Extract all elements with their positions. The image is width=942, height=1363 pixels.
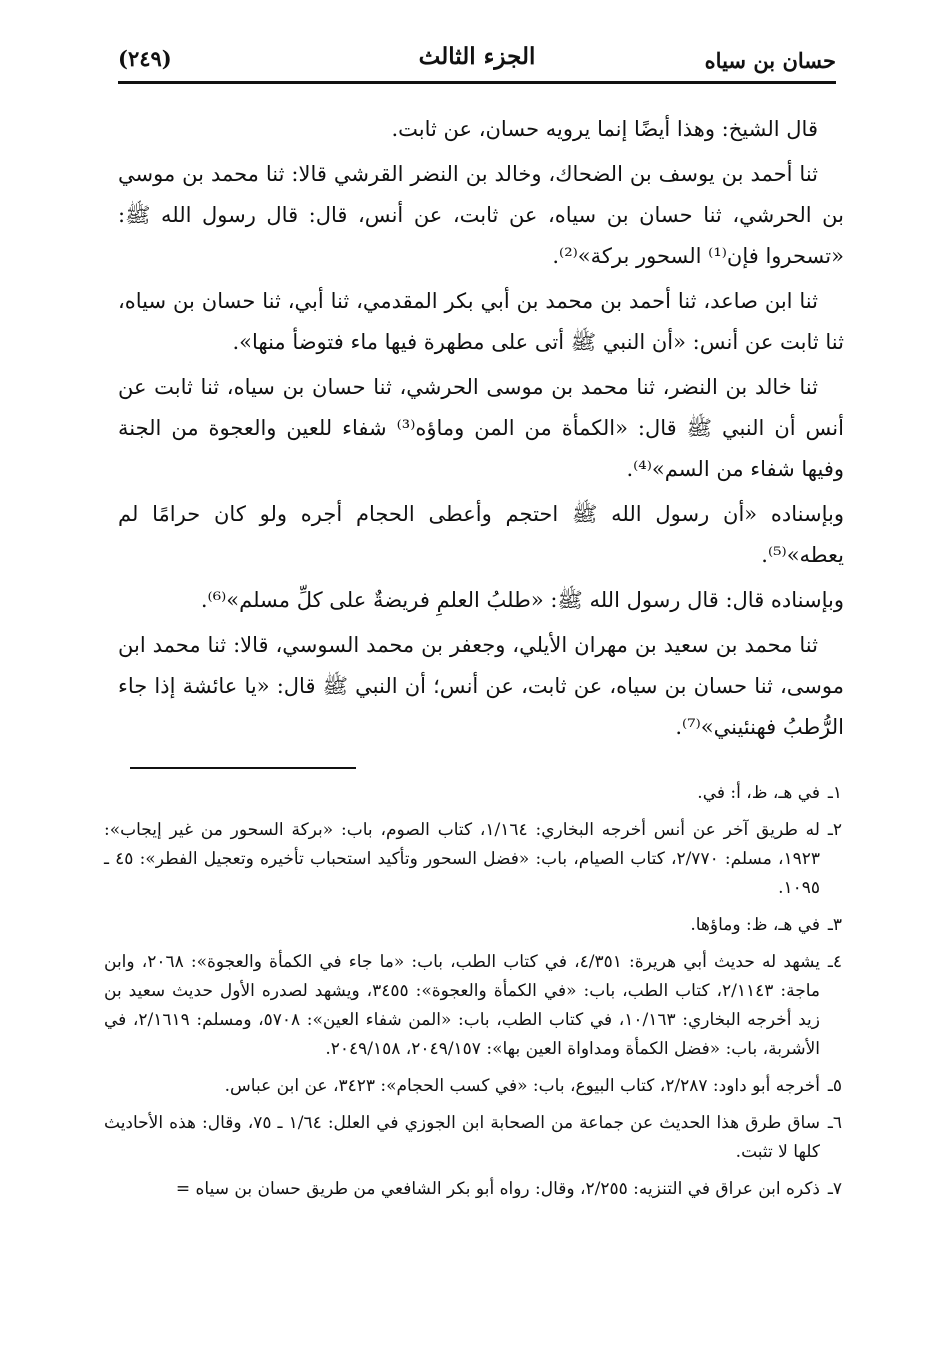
footnote-text: في هـ، ظ، أ: في. <box>697 783 820 803</box>
footnote-number: ١ـ <box>827 783 842 803</box>
footnote-number: ٧ـ <box>827 1179 842 1199</box>
footnote-number: ٣ـ <box>827 915 842 935</box>
footnote-text: يشهد له حديث أبي هريرة: ٤/٣٥١، في كتاب الطب، باب: «ما جاء في الكمأة والعجوة»: ٢٠٦٨، وابن ماجة: ٢/١١٤٣، كتاب الطب، باب: «في الكمأة والعجوة»: ٣٤٥٥، ويشهد لصدره الأول حديث سعيد بن زيد أخرجه البخاري: ١٠/١٦٣، في كتاب الطب، باب: «المن شفاء العين»: ٥٧٠٨، ومسلم: ٢/١٦١٩، في الأشربة، باب: «فضل الكمأة ومداواة العين بها»: ٢٠٤٩/١٥٧، ٢٠٤٩/١٥٨. <box>104 952 821 1059</box>
paragraph: وبإسناده «أن رسول الله ﷺ احتجم وأعطى الحجام أجره ولو كان حرامًا لم يعطه»⁽⁵⁾. <box>118 502 844 567</box>
footnote-text: ذكره ابن عراق في التنزيه: ٢/٢٥٥، وقال: رواه أبو بكر الشافعي من طريق حسان بن سياه = <box>175 1179 820 1199</box>
paragraph: ثنا أحمد بن يوسف بن الضحاك، وخالد بن النضر القرشي قالا: ثنا محمد بن موسي بن الحرشي، ثنا حسان بن سياه، عن ثابت، عن أنس، قال: قال رسول الله ﷺ: «تسحروا فإن⁽¹⁾ السحور بركة»⁽²⁾. <box>118 162 844 268</box>
footnote <box>104 779 842 808</box>
footnote-text: له طريق آخر عن أنس أخرجه البخاري: ١/١٦٤، كتاب الصوم، باب: «بركة السحور من غير إيجاب»: ١٩٢٣، مسلم: ٢/٧٧٠، كتاب الصيام، باب: «فضل السحور وتأكيد استحباب تأخيره وتعجيل الفطر»: ٤٥ ـ ١٠٩٥. <box>104 820 821 898</box>
footnote-text: في هـ، ظ: وماؤها. <box>690 915 820 935</box>
footnote <box>104 816 842 903</box>
header-page-number: (٢٤٩) <box>118 46 172 71</box>
footnote-number: ٦ـ <box>827 1113 842 1133</box>
footnote-number: ٢ـ <box>827 820 842 840</box>
paragraph: وبإسناده قال: قال رسول الله ﷺ: «طلبُ العلمِ فريضةٌ على كلِّ مسلم»⁽⁶⁾. <box>200 588 844 612</box>
header-rule <box>118 81 836 84</box>
footnotes <box>104 779 842 1212</box>
footnote-number: ٥ـ <box>827 1076 842 1096</box>
footnote <box>104 1175 842 1204</box>
footnote <box>104 948 842 1064</box>
paragraph: ثنا محمد بن سعيد بن مهران الأيلي، وجعفر بن محمد السوسي، قالا: ثنا محمد ابن موسى، ثنا حسان بن سياه، عن ثابت، عن أنس؛ أن النبي ﷺ قال: «يا عائشة إذا جاء الرُّطبُ فهنئيني»⁽⁷⁾. <box>118 633 844 739</box>
paragraph: ثنا ابن صاعد، ثنا أحمد بن محمد بن أبي بكر المقدمي، ثنا أبي، ثنا حسان بن سياه، ثنا ثابت عن أنس: «أن النبي ﷺ أتى على مطهرة فيها ماء فتوضأ منها». <box>118 289 844 354</box>
footnote-separator <box>130 767 356 769</box>
paragraph: قال الشيخ: وهذا أيضًا إنما يرويه حسان، عن ثابت. <box>391 117 818 141</box>
footnote <box>104 1072 842 1101</box>
main-text <box>118 109 844 752</box>
header-part-title: الجزء الثالث <box>418 43 536 70</box>
running-header <box>118 40 836 84</box>
footnote-text: أخرجه أبو داود: ٢/٢٨٧، كتاب البيوع، باب: «في كسب الحجام»: ٣٤٢٣، عن ابن عباس. <box>224 1076 820 1096</box>
paragraph: ثنا خالد بن النضر، ثنا محمد بن موسى الحرشي، ثنا حسان بن سياه، ثنا ثابت عن أنس أن النبي ﷺ قال: «الكمأة من المن وماؤه⁽³⁾ شفاء للعين والعجوة من الجنة وفيها شفاء من السم»⁽⁴⁾. <box>118 375 844 481</box>
footnote-text: ساق طرق هذا الحديث عن جماعة من الصحابة ابن الجوزي في العلل: ١/٦٤ ـ ٧٥، وقال: هذه الأحاديث كلها لا تثبت. <box>104 1113 820 1162</box>
footnote-number: ٤ـ <box>827 952 842 972</box>
footnote <box>104 911 842 940</box>
header-chapter-name: حسان بن سياه <box>704 48 836 73</box>
footnote <box>104 1109 842 1167</box>
